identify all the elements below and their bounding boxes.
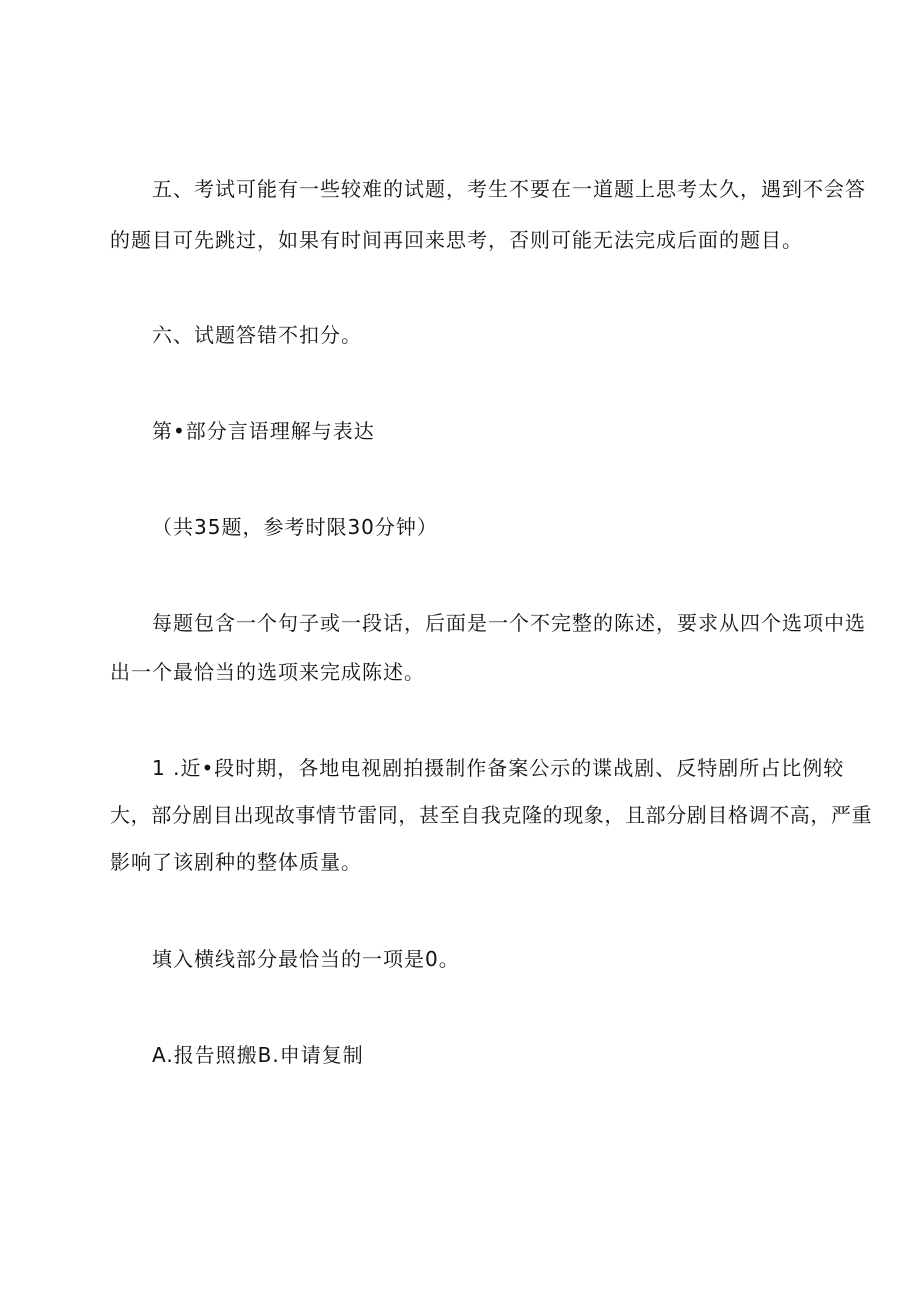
paragraph-rule-5-line-2: 的题目可先跳过，如果有时间再回来思考，否则可能无法完成后面的题目。 (110, 228, 803, 252)
question-1-line-2: 大，部分剧目出现故事情节雷同，甚至自我克隆的现象，且部分剧目格调不高，严重 (110, 803, 873, 827)
paragraph-rule-6: 六、试题答错不扣分。 (152, 323, 362, 347)
section-note: （共35题，参考时限30分钟） (152, 515, 438, 539)
question-1-line-3: 影响了该剧种的整体质量。 (110, 850, 362, 874)
paragraph-rule-5-line-1: 五、考试可能有一些较难的试题，考生不要在一道题上思考太久，遇到不会答 (152, 177, 866, 201)
answer-options: A.报告照搬B.申请复制 (152, 1043, 364, 1067)
instruction-line-2: 出一个最恰当的选项来完成陈述。 (110, 660, 425, 684)
section-title: 第•部分言语理解与表达 (152, 419, 375, 443)
question-1-line-1: 1 .近•段时期，各地电视剧拍摄制作备案公示的谍战剧、反特剧所占比例较 (152, 756, 845, 780)
instruction-line-1: 每题包含一个句子或一段话，后面是一个不完整的陈述，要求从四个选项中选 (152, 611, 866, 635)
question-prompt: 填入横线部分最恰当的一项是0。 (152, 947, 460, 971)
